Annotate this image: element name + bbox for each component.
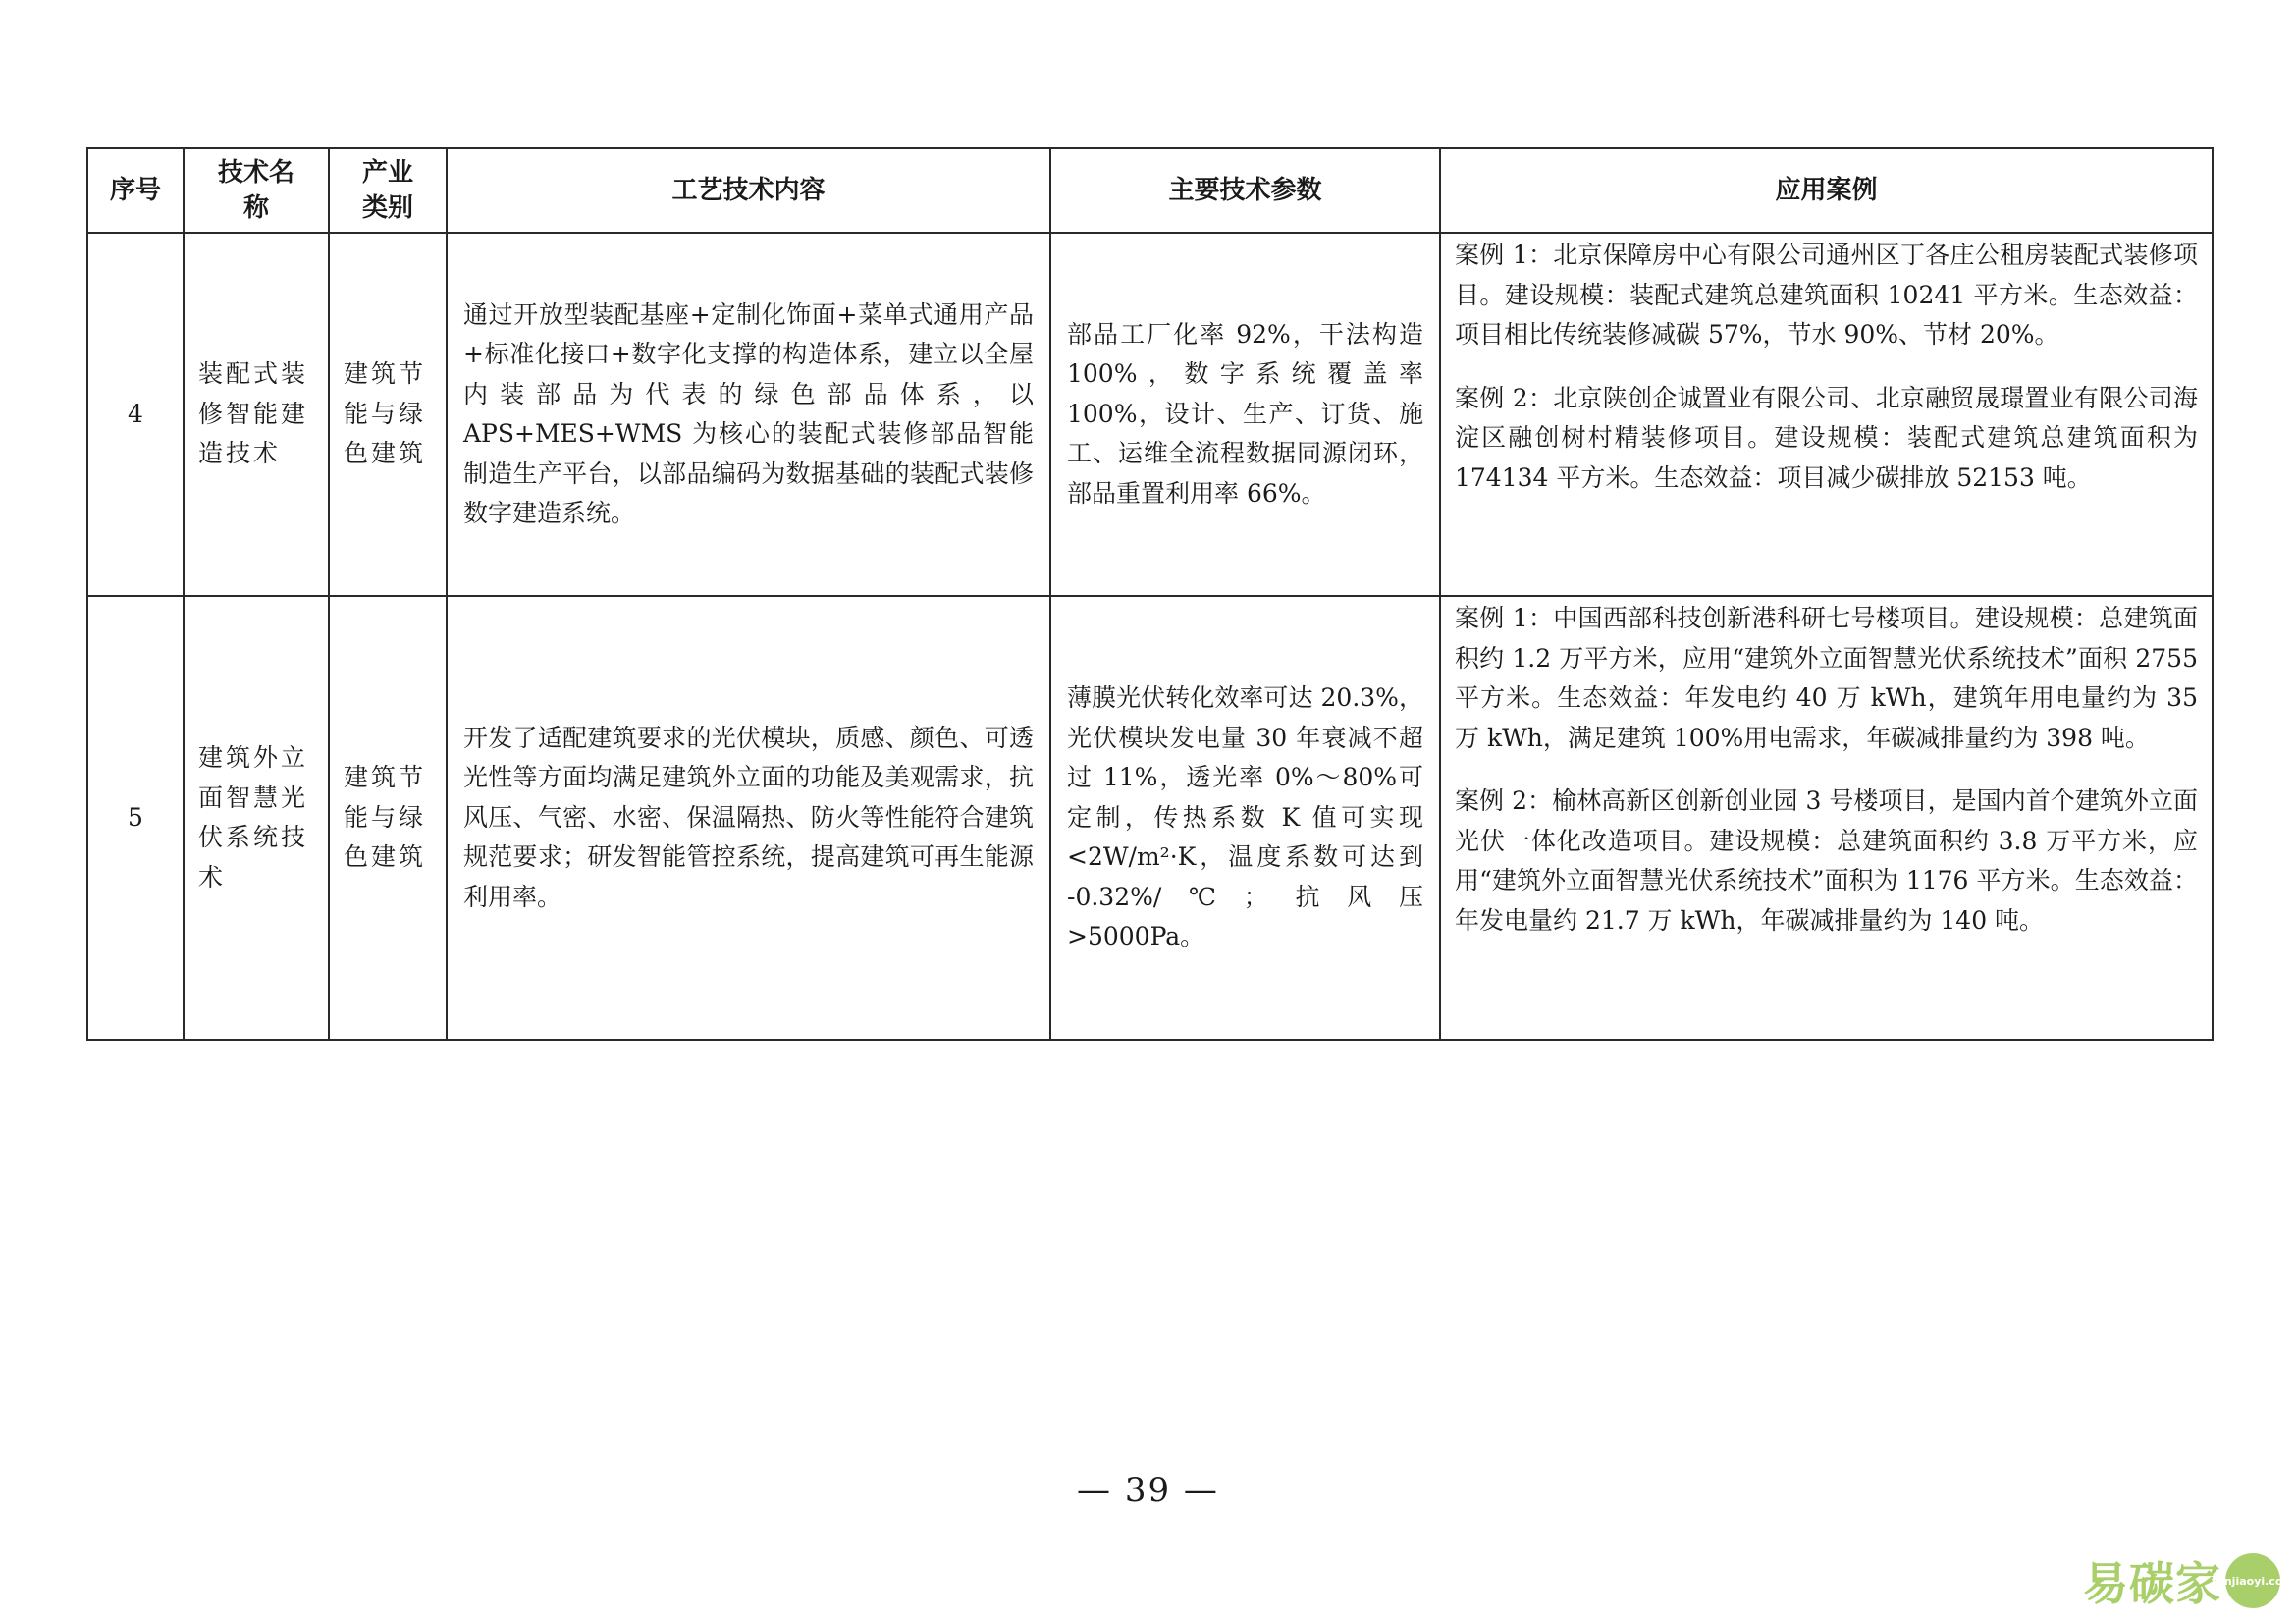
watermark-site: tanjiaoyi.com (2225, 1553, 2280, 1608)
watermark-logo (2083, 1548, 2294, 1613)
technology-table (86, 147, 2214, 1041)
row-tech-name: 建筑外立面智慧光伏系统技术 (184, 596, 329, 1040)
case-paragraph: 案例 1：北京保障房中心有限公司通州区丁各庄公租房装配式装修项目。建设规模：装配式建筑总建筑面积 10241 平方米。生态效益：项目相比传统装修减碳 57%，节水 90%、节材 20%。 (1455, 241, 2198, 349)
case-paragraph: 案例 2：榆林高新区创新创业园 3 号楼项目，是国内首个建筑外立面光伏一体化改造项目。建设规模：总建筑面积约 3.8 万平方米，应用“建筑外立面智慧光伏系统技术”面积为 1176 平方米。生态效益：年发电量约 21.7 万 kWh，年碳减排量约为 140 吨。 (1455, 786, 2198, 935)
header-process: 工艺技术内容 (447, 148, 1050, 233)
row-process: 通过开放型装配基座+定制化饰面+菜单式通用产品+标准化接口+数字化支撑的构造体系，建立以全屋内装部品为代表的绿色部品体系，以 APS+MES+WMS 为核心的装配式装修部品智能制造生产平台，以部品编码为数据基础的装配式装修数字建造系统。 (447, 233, 1050, 596)
row-category: 建筑节能与绿色建筑 (329, 596, 447, 1040)
table-row (87, 596, 2213, 1040)
row-cases (1440, 233, 2213, 596)
header-name: 技术名称 (184, 148, 329, 233)
page-number: — 39 — (1077, 1471, 1219, 1510)
row-tech-name: 装配式装修智能建造技术 (184, 233, 329, 596)
case-paragraph: 案例 2：北京陕创企诚置业有限公司、北京融贸晟璟置业有限公司海淀区融创树村精装修项目。建设规模：装配式建筑总建筑面积为 174134 平方米。生态效益：项目减少碳排放 52153 吨。 (1455, 383, 2198, 492)
header-params: 主要技术参数 (1050, 148, 1440, 233)
row-process: 开发了适配建筑要求的光伏模块，质感、颜色、可透光性等方面均满足建筑外立面的功能及美观需求，抗风压、气密、水密、保温隔热、防火等性能符合建筑规范要求；研发智能管控系统，提高建筑可再生能源利用率。 (447, 596, 1050, 1040)
row-params: 部品工厂化率 92%，干法构造 100%，数字系统覆盖率 100%，设计、生产、订货、施工、运维全流程数据同源闭环，部品重置利用率 66%。 (1050, 233, 1440, 596)
watermark-brand: 易碳家 (2083, 1557, 2221, 1610)
table-row (87, 233, 2213, 596)
row-seq: 4 (87, 233, 184, 596)
row-category: 建筑节能与绿色建筑 (329, 233, 447, 596)
header-seq: 序号 (87, 148, 184, 233)
header-cases: 应用案例 (1440, 148, 2213, 233)
row-params: 薄膜光伏转化效率可达 20.3%，光伏模块发电量 30 年衰减不超过 11%，透光率 0%～80%可定制，传热系数 K 值可实现<2W/m²·K，温度系数可达到 -0.32%/℃；抗风压>5000Pa。 (1050, 596, 1440, 1040)
table-header-row (87, 148, 2213, 233)
header-category: 产业类别 (329, 148, 447, 233)
case-paragraph: 案例 1：中国西部科技创新港科研七号楼项目。建设规模：总建筑面积约 1.2 万平方米，应用“建筑外立面智慧光伏系统技术”面积 2755 平方米。生态效益：年发电约 40 万 kWh，建筑年用电量约为 35 万 kWh，满足建筑 100%用电需求，年碳减排量约为 398 吨。 (1455, 604, 2198, 752)
row-cases (1440, 596, 2213, 1040)
row-seq: 5 (87, 596, 184, 1040)
